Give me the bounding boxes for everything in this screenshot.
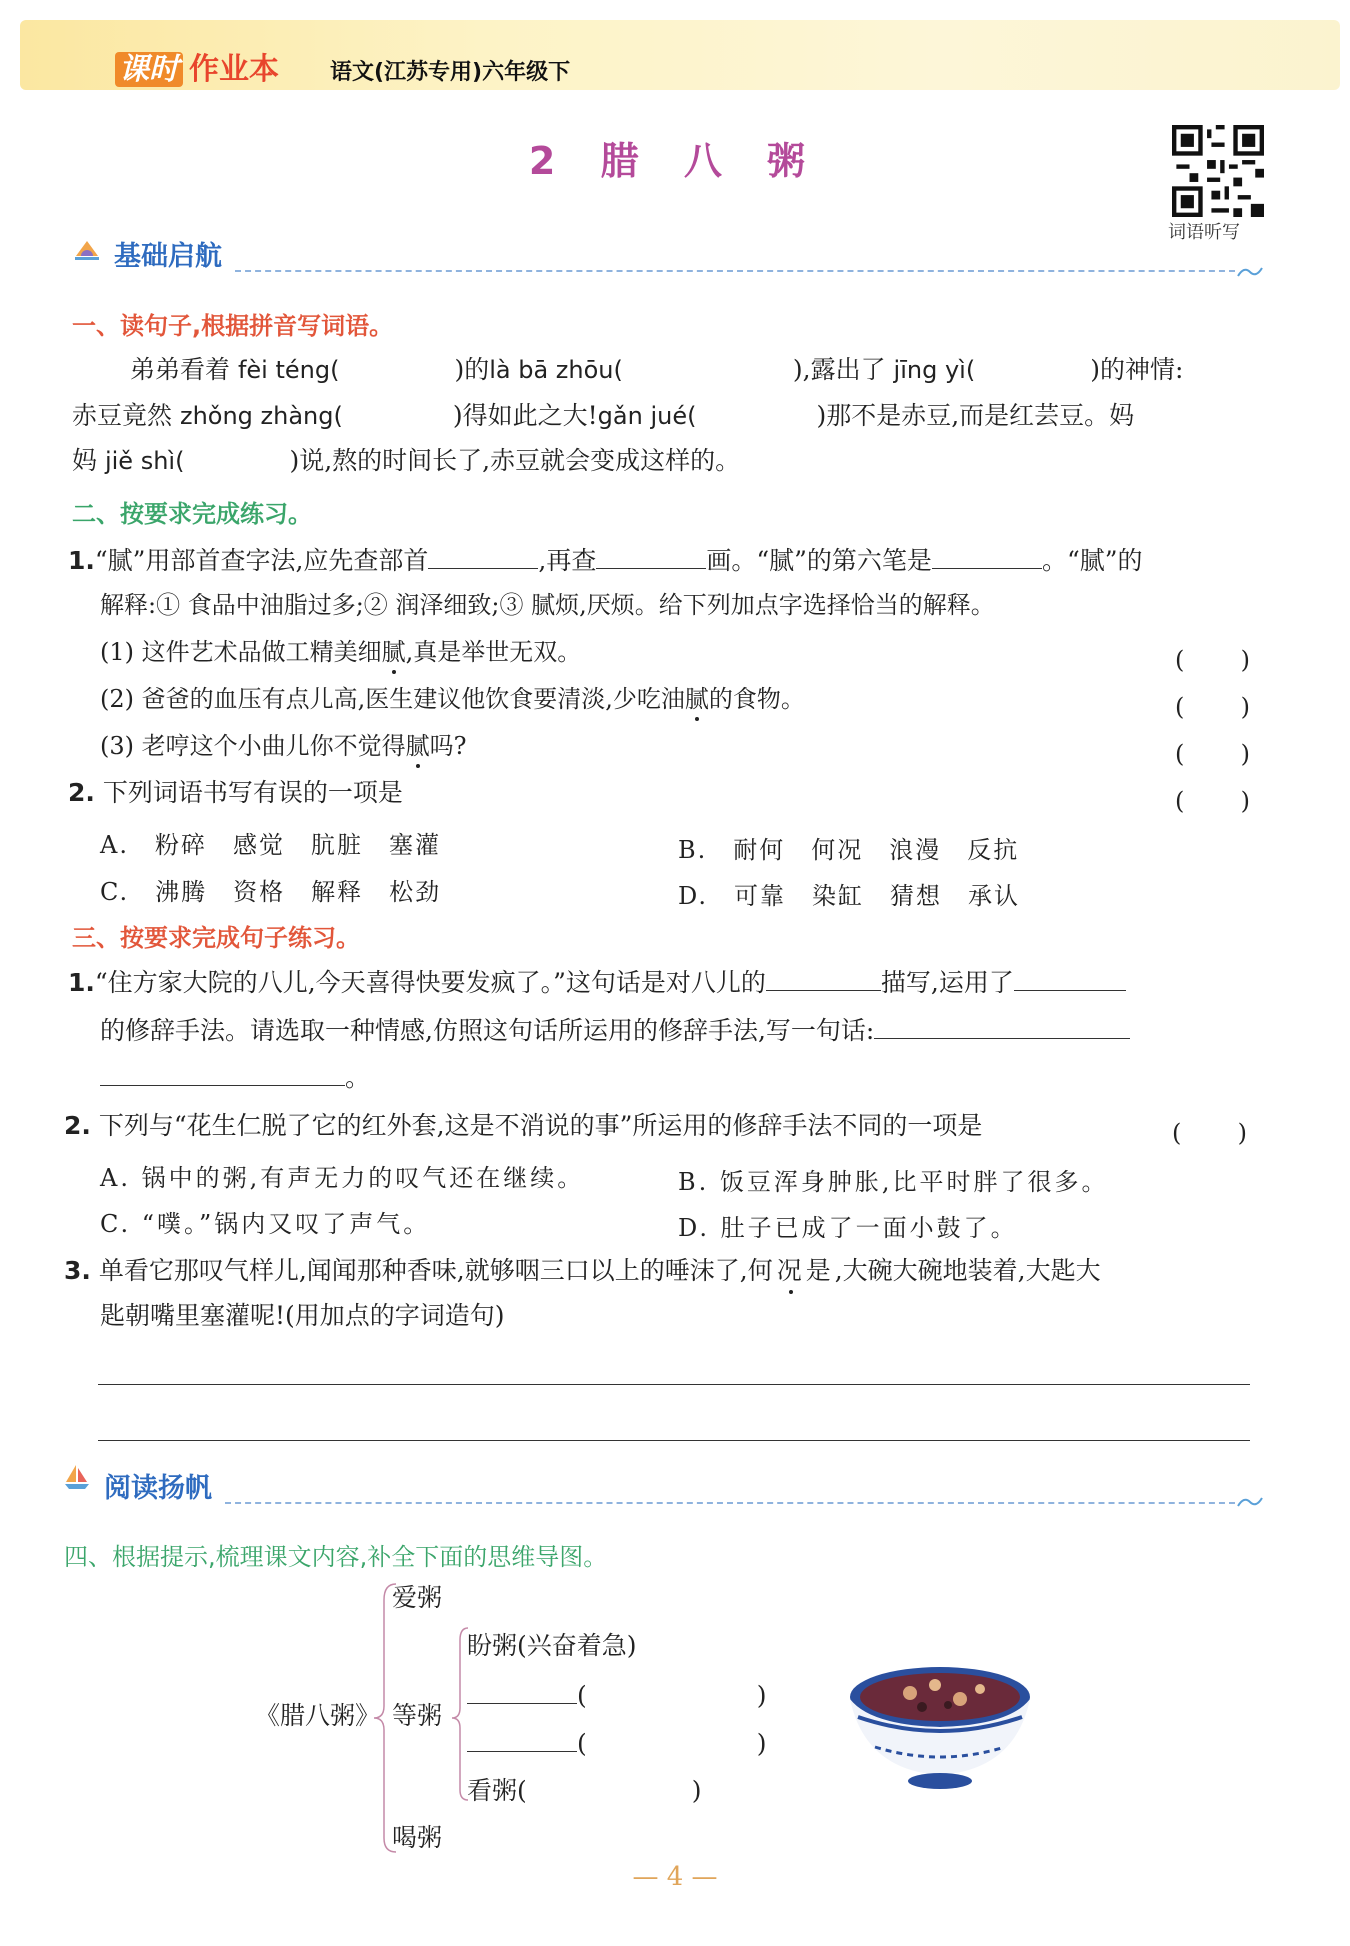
subject-label: 语文(江苏专用)六年级下 <box>330 60 571 85</box>
part3-heading: 三、按要求完成句子练习。 <box>72 924 360 952</box>
option-c: C. 沸腾 资格 解释 松劲 <box>100 878 442 906</box>
part2-s3: (3) 老哼这个小曲儿你不觉得腻吗? <box>100 731 467 762</box>
part3-q3-line2: 匙朝嘴里塞灌呢!(用加点的字词造句) <box>100 1301 505 1330</box>
part3-q1-line3: 。 <box>100 1062 370 1095</box>
page-number: — 4 — <box>632 1862 718 1892</box>
part1-line2: 赤豆竟然 zhǒng zhàng( )得如此之大!gǎn jué( )那不是赤豆,而是红芸豆。妈 <box>72 401 1135 430</box>
q2-option-c: C. “噗。”锅内又叹了声气。 <box>100 1210 431 1238</box>
part4-heading: 四、根据提示,梳理课文内容,补全下面的思维导图。 <box>64 1543 608 1571</box>
mindmap-node-2: 等粥 <box>392 1701 443 1730</box>
porridge-bowl-illustration <box>840 1655 1040 1795</box>
mindmap-child-1: 盼粥(兴奋着急) <box>467 1631 637 1660</box>
page-title: 2 腊 八 粥 <box>528 139 822 183</box>
part1-line1: 弟弟看着 fèi téng( )的là bā zhōu( ),露出了 jīng yì( )的神情: <box>130 355 1184 384</box>
option-d: D. 可靠 染缸 猜想 承认 <box>678 882 1021 910</box>
option-a: A. 粉碎 感觉 肮脏 塞灌 <box>100 831 441 859</box>
part3-q3-line1: 3. 单看它那叹气样儿,闻闻那种香味,就够咽三口以上的唾沫了,何况是,大碗大碗地装着,大匙大 <box>64 1255 1101 1288</box>
mindmap-root: 《腊八粥》 <box>255 1701 381 1730</box>
part3-q2: 2. 下列与“花生仁脱了它的红外套,这是不消说的事”所运用的修辞手法不同的一项是 <box>64 1111 983 1140</box>
section-title-basics: 基础启航 <box>114 241 222 272</box>
mindmap-child-2[interactable]: ( ) <box>467 1680 767 1713</box>
part2-q1-line2: 解释:① 食品中油脂过多;② 润泽细致;③ 腻烦,厌烦。给下列加点字选择恰当的解释。 <box>100 591 995 619</box>
part2-q1-line1: 1.“腻”用部首查字法,应先查部首 ,再查 画。“腻”的第六笔是 。“腻”的 <box>68 546 1143 575</box>
part3-q1-line1: 1.“住方家大院的八儿,今天喜得快要发疯了。”这句话是对八儿的 描写,运用了 <box>68 967 1126 1000</box>
mindmap-child-3[interactable]: ( ) <box>467 1728 767 1761</box>
q2-option-d: D. 肚子已成了一面小鼓了。 <box>678 1214 1018 1242</box>
mindmap-child-4[interactable]: 看粥( ) <box>467 1776 702 1805</box>
answer-blank[interactable] <box>467 1681 577 1704</box>
answer-paren[interactable]: ( ) <box>1175 646 1250 674</box>
answer-paren[interactable]: ( ) <box>1172 1119 1247 1147</box>
q2-option-b: B. 饭豆浑身肿胀,比平时胖了很多。 <box>678 1168 1109 1196</box>
brand-part1: 课时 <box>115 52 183 87</box>
answer-paren[interactable]: ( ) <box>1175 693 1250 721</box>
part2-q2: 2. 下列词语书写有误的一项是 <box>68 778 403 807</box>
part2-s1: (1) 这件艺术品做工精美细腻,真是举世无双。 <box>100 637 581 668</box>
part1-heading: 一、读句子,根据拼音写词语。 <box>72 312 394 340</box>
option-b: B. 耐何 何况 浪漫 反抗 <box>678 836 1020 864</box>
mindmap-node-3: 喝粥 <box>392 1823 443 1852</box>
mindmap-node-1: 爱粥 <box>392 1583 443 1612</box>
q2-option-a: A. 锅中的粥,有声无力的叹气还在继续。 <box>100 1164 585 1192</box>
brand-part2: 作业本 <box>189 52 279 87</box>
part1-line3: 妈 jiě shì( )说,熬的时间长了,赤豆就会变成这样的。 <box>72 446 741 475</box>
part3-q1-line2: 的修辞手法。请选取一种情感,仿照这句话所运用的修辞手法,写一句话: <box>100 1015 1130 1048</box>
section-title-reading: 阅读扬帆 <box>104 1473 212 1504</box>
answer-paren[interactable]: ( ) <box>1175 787 1250 815</box>
answer-paren[interactable]: ( ) <box>1175 740 1250 768</box>
part2-heading: 二、按要求完成练习。 <box>72 500 312 528</box>
part2-s2: (2) 爸爸的血压有点儿高,医生建议他饮食要清淡,少吃油腻的食物。 <box>100 684 805 715</box>
qr-label: 词语听写 <box>1168 222 1240 243</box>
answer-blank[interactable] <box>467 1729 577 1752</box>
